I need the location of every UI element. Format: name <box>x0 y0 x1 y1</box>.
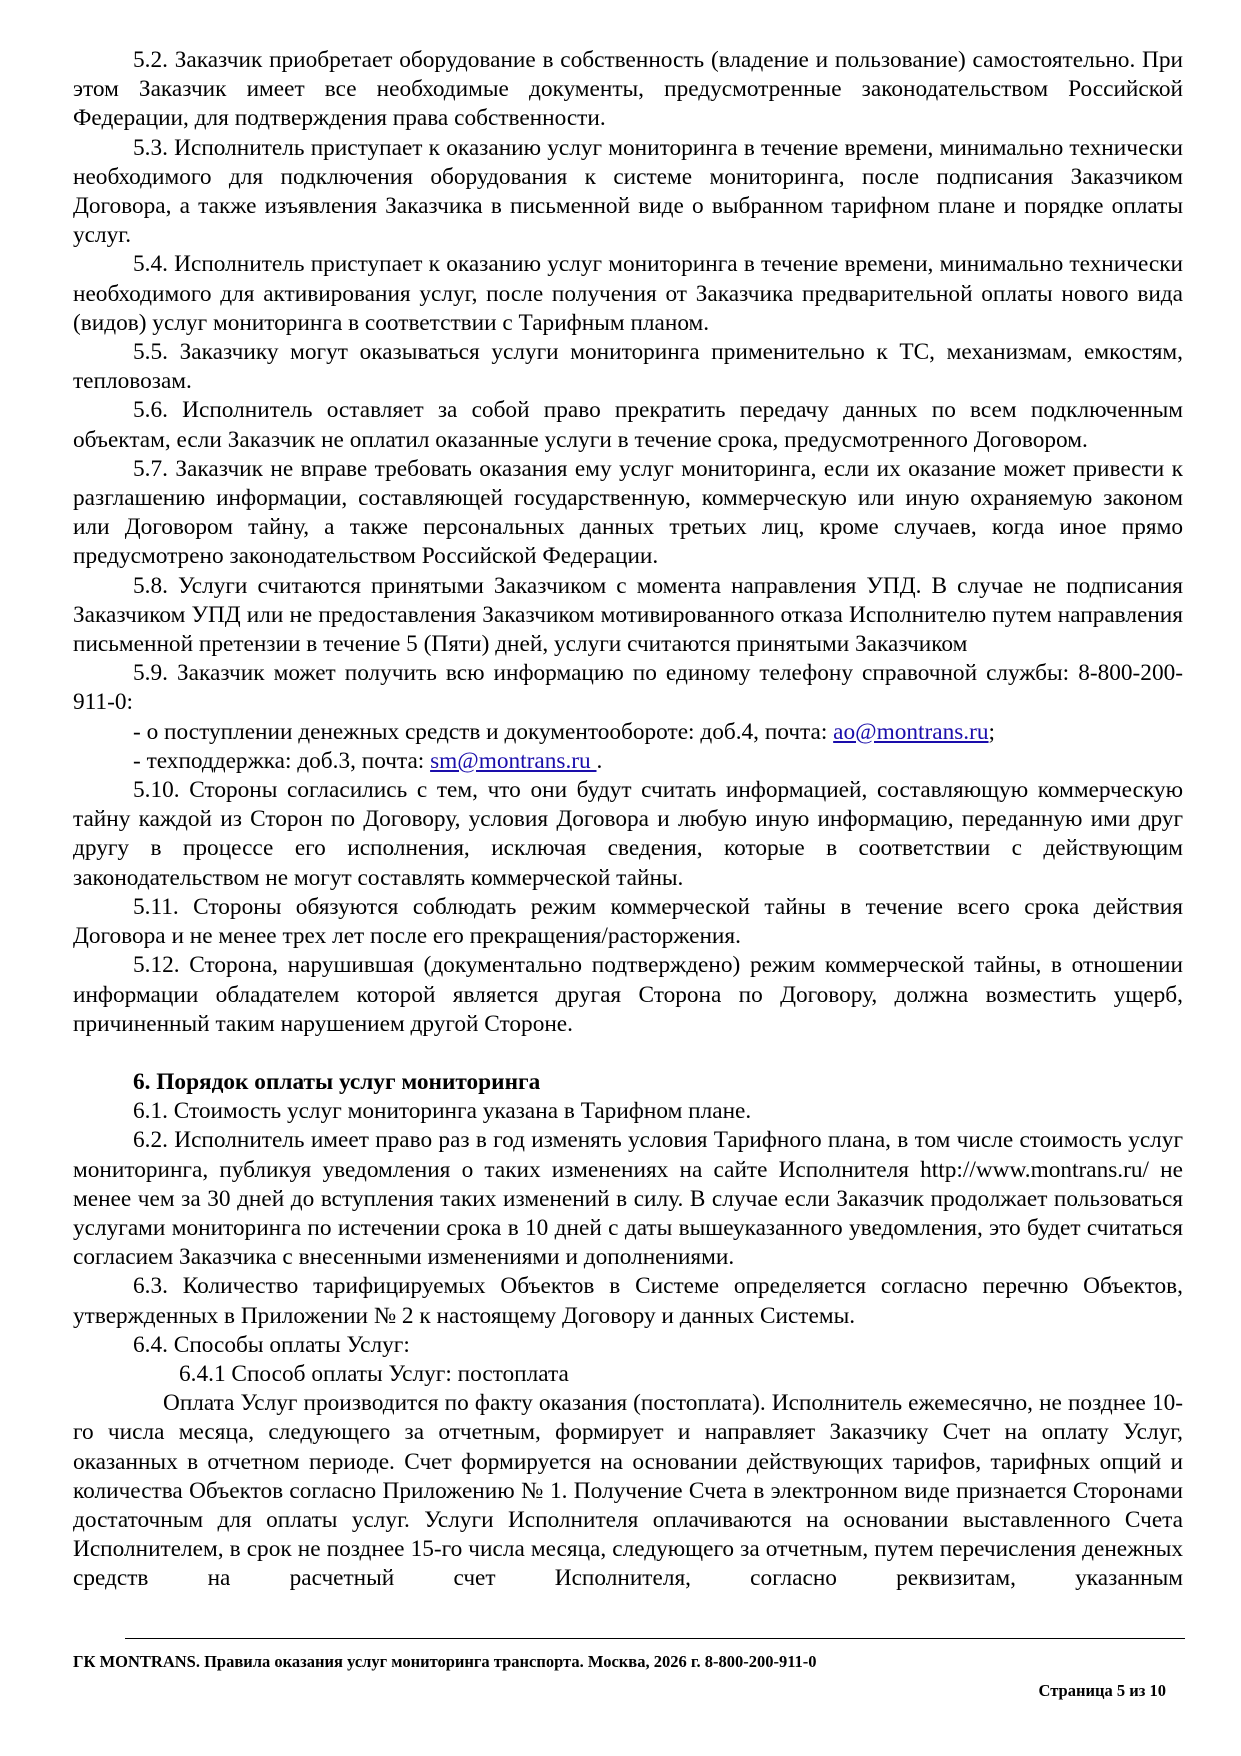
page-number: Страница 5 из 10 <box>1038 1681 1166 1700</box>
clause-text: Количество тарифицируемых Объектов в Системе определяется согласно перечню Объектов, утвержденных в Приложении № 2 к настоящему Договору и данных Системы. <box>73 1273 1183 1329</box>
clause-number: 5.6. <box>133 397 168 424</box>
clause-number: 5.8. <box>133 572 168 599</box>
clause-number: 5.10. <box>133 777 180 804</box>
clause-number: 5.2. <box>133 47 168 73</box>
clause-5-12 <box>73 951 1183 1039</box>
clause-6-4 <box>73 1331 1183 1360</box>
clause-6-3 <box>73 1272 1183 1330</box>
clause-text: Заказчик не вправе требовать оказания ему услуг мониторинга, если их оказание может привести к разглашению информации, составляющей государственную, коммерческую или иную охраняемую законом или Договором тайну, а также персональных данных третьих лиц, кроме случаев, когда иное прямо предусмотрено законодательством Российской Федерации. <box>73 455 1184 570</box>
clause-5-4 <box>73 250 1183 338</box>
footer-divider <box>125 1638 1185 1639</box>
contact-tail: ; <box>988 718 996 745</box>
email-link-sm[interactable]: sm@montrans.ru <box>430 747 597 774</box>
section-6-heading: 6. Порядок оплаты услуг мониторинга <box>133 1068 541 1095</box>
clause-number: 6.3. <box>133 1273 168 1300</box>
clause-text: Заказчик приобретает оборудование в собственность (владение и пользование) самостоятельно. При этом Заказчик имеет все необходимые документы, предусмотренные законодательством Российской Федерации, для подтверждения права собственности. <box>73 47 1183 132</box>
clause-text: Исполнитель имеет право раз в год изменять условия Тарифного плана, в том числе стоимость услуг мониторинга, публикуя уведомления о таких изменениях на сайте Исполнителя http://www.montrans.ru/ не менее чем за 30 дней до вступления таких изменений в силу. В случае если Заказчик продолжает пользоваться услугами мониторинга по истечении срока в 10 дней с даты вышеуказанного уведомления, это будет считаться согласием Заказчика с внесенными изменениями и дополнениями. <box>73 1127 1183 1271</box>
clause-number: 5.9. <box>133 660 168 687</box>
clause-number: 5.3. <box>133 134 168 161</box>
clause-5-10 <box>73 776 1183 893</box>
clause-number: 5.7. <box>133 455 168 482</box>
clause-6-4-1 <box>73 1360 1183 1389</box>
clause-text: Исполнитель оставляет за собой право прекратить передачу данных по всем подключенным объектам, если Заказчик не оплатил оказанные услуги в течение срока, предусмотренного Договором. <box>73 397 1183 453</box>
clause-text: Стороны согласились с тем, что они будут считать информацией, составляющую коммерческую тайну каждой из Сторон по Договору, условия Договора и любую иную информацию, переданную ими друг другу в процессе его исполнения, исключая сведения, которые в соответствии с действующим законодательством не могут составлять коммерческой тайны. <box>73 777 1183 891</box>
clause-5-8 <box>73 572 1183 660</box>
footer-text: ГК MONTRANS. Правила оказания услуг мониторинга транспорта. Москва, 2026 г. 8-800-200-911-0 <box>73 1652 817 1671</box>
clause-5-6 <box>73 396 1183 454</box>
clause-5-2 <box>73 46 1183 134</box>
clause-6-2 <box>73 1126 1183 1272</box>
clause-text: Исполнитель приступает к оказанию услуг мониторинга в течение времени, минимально технически необходимого для активирования услуг, после получения от Заказчика предварительной оплаты нового вида (видов) услуг мониторинга в соответствии с Тарифным планом. <box>73 251 1183 336</box>
clause-number: 5.12. <box>133 952 180 979</box>
clause-text: Стороны обязуются соблюдать режим коммерческой тайны в течение всего срока действия Договора и не менее трех лет после его прекращения/расторжения. <box>73 893 1183 950</box>
clause-number: 6.2. <box>133 1127 168 1154</box>
section-spacer <box>73 1039 1183 1068</box>
clause-text: Способы оплаты Услуг: <box>173 1331 410 1358</box>
clause-5-9 <box>73 659 1183 717</box>
clause-5-7 <box>73 455 1183 572</box>
contact-label: - техподдержка: доб.3, почта: <box>133 747 431 774</box>
clause-number: 6.1. <box>133 1098 168 1125</box>
email-link-ao[interactable]: ao@montrans.ru <box>833 718 989 745</box>
clause-text: Сторона, нарушившая (документально подтверждено) режим коммерческой тайны, в отношении информации обладателем которой является другая Сторона по Договору, должна возместить ущерб, причиненный таким нарушением другой Стороне. <box>73 952 1183 1037</box>
clause-text: Заказчику могут оказываться услуги мониторинга применительно к ТС, механизмам, емкостям, тепловозам. <box>73 339 1184 395</box>
clause-5-5 <box>73 338 1183 396</box>
clause-6-1 <box>73 1097 1183 1126</box>
clause-text: Услуги считаются принятыми Заказчиком с момента направления УПД. В случае не подписания Заказчиком УПД или не предоставления Заказчиком мотивированного отказа Исполнителю путем направления письменной претензии в течение 5 (Пяти) дней, услуги считаются принятыми Заказчиком <box>73 572 1183 658</box>
postpayment-paragraph: Оплата Услуг производится по факту оказания (постоплата). Исполнитель ежемесячно, не позднее 10-го числа месяца, следующего за отчетным, формирует и направляет Заказчику Счет на оплату Услуг, оказанных в отчетном периоде. Счет формируется на основании действующих тарифов, тарифных опций и количества Объектов согласно Приложению № 1. Получение Счета в электронном виде признается Сторонами достаточным для оплаты услуг. Услуги Исполнителя оплачиваются на основании выставленного Счета Исполнителем, в срок не позднее 15-го числа месяца, следующего за отчетным, путем перечисления денежных средств на расчетный счет Исполнителя, согласно реквизитам, указанным <box>73 1390 1183 1592</box>
clause-text: Исполнитель приступает к оказанию услуг мониторинга в течение времени, минимально технически необходимого для подключения оборудования к системе мониторинга, после подписания Заказчиком Договора, а также изъявления Заказчика в письменной виде о выбранном тарифном плане и порядке оплаты услуг. <box>73 134 1183 249</box>
contact-support <box>73 747 1183 776</box>
clause-5-11 <box>73 893 1183 951</box>
clause-5-3 <box>73 134 1183 251</box>
page-body <box>73 46 1183 1594</box>
clause-number: 6.4.1 <box>179 1360 226 1387</box>
clause-number: 5.4. <box>133 251 168 278</box>
contact-label: - о поступлении денежных средств и документообороте: доб.4, почта: <box>133 718 834 745</box>
clause-text: Заказчик может получить всю информацию по единому телефону справочной службы: 8-800-200-911-0: <box>73 660 1184 716</box>
clause-number: 5.11. <box>133 893 179 920</box>
clause-number: 5.5. <box>133 339 168 366</box>
clause-text: Способ оплаты Услуг: постоплата <box>231 1360 569 1387</box>
contact-accounting <box>73 718 1183 747</box>
clause-number: 6.4. <box>133 1331 168 1358</box>
contact-tail: . <box>596 747 603 774</box>
clause-text: Стоимость услуг мониторинга указана в Тарифном плане. <box>173 1098 752 1125</box>
